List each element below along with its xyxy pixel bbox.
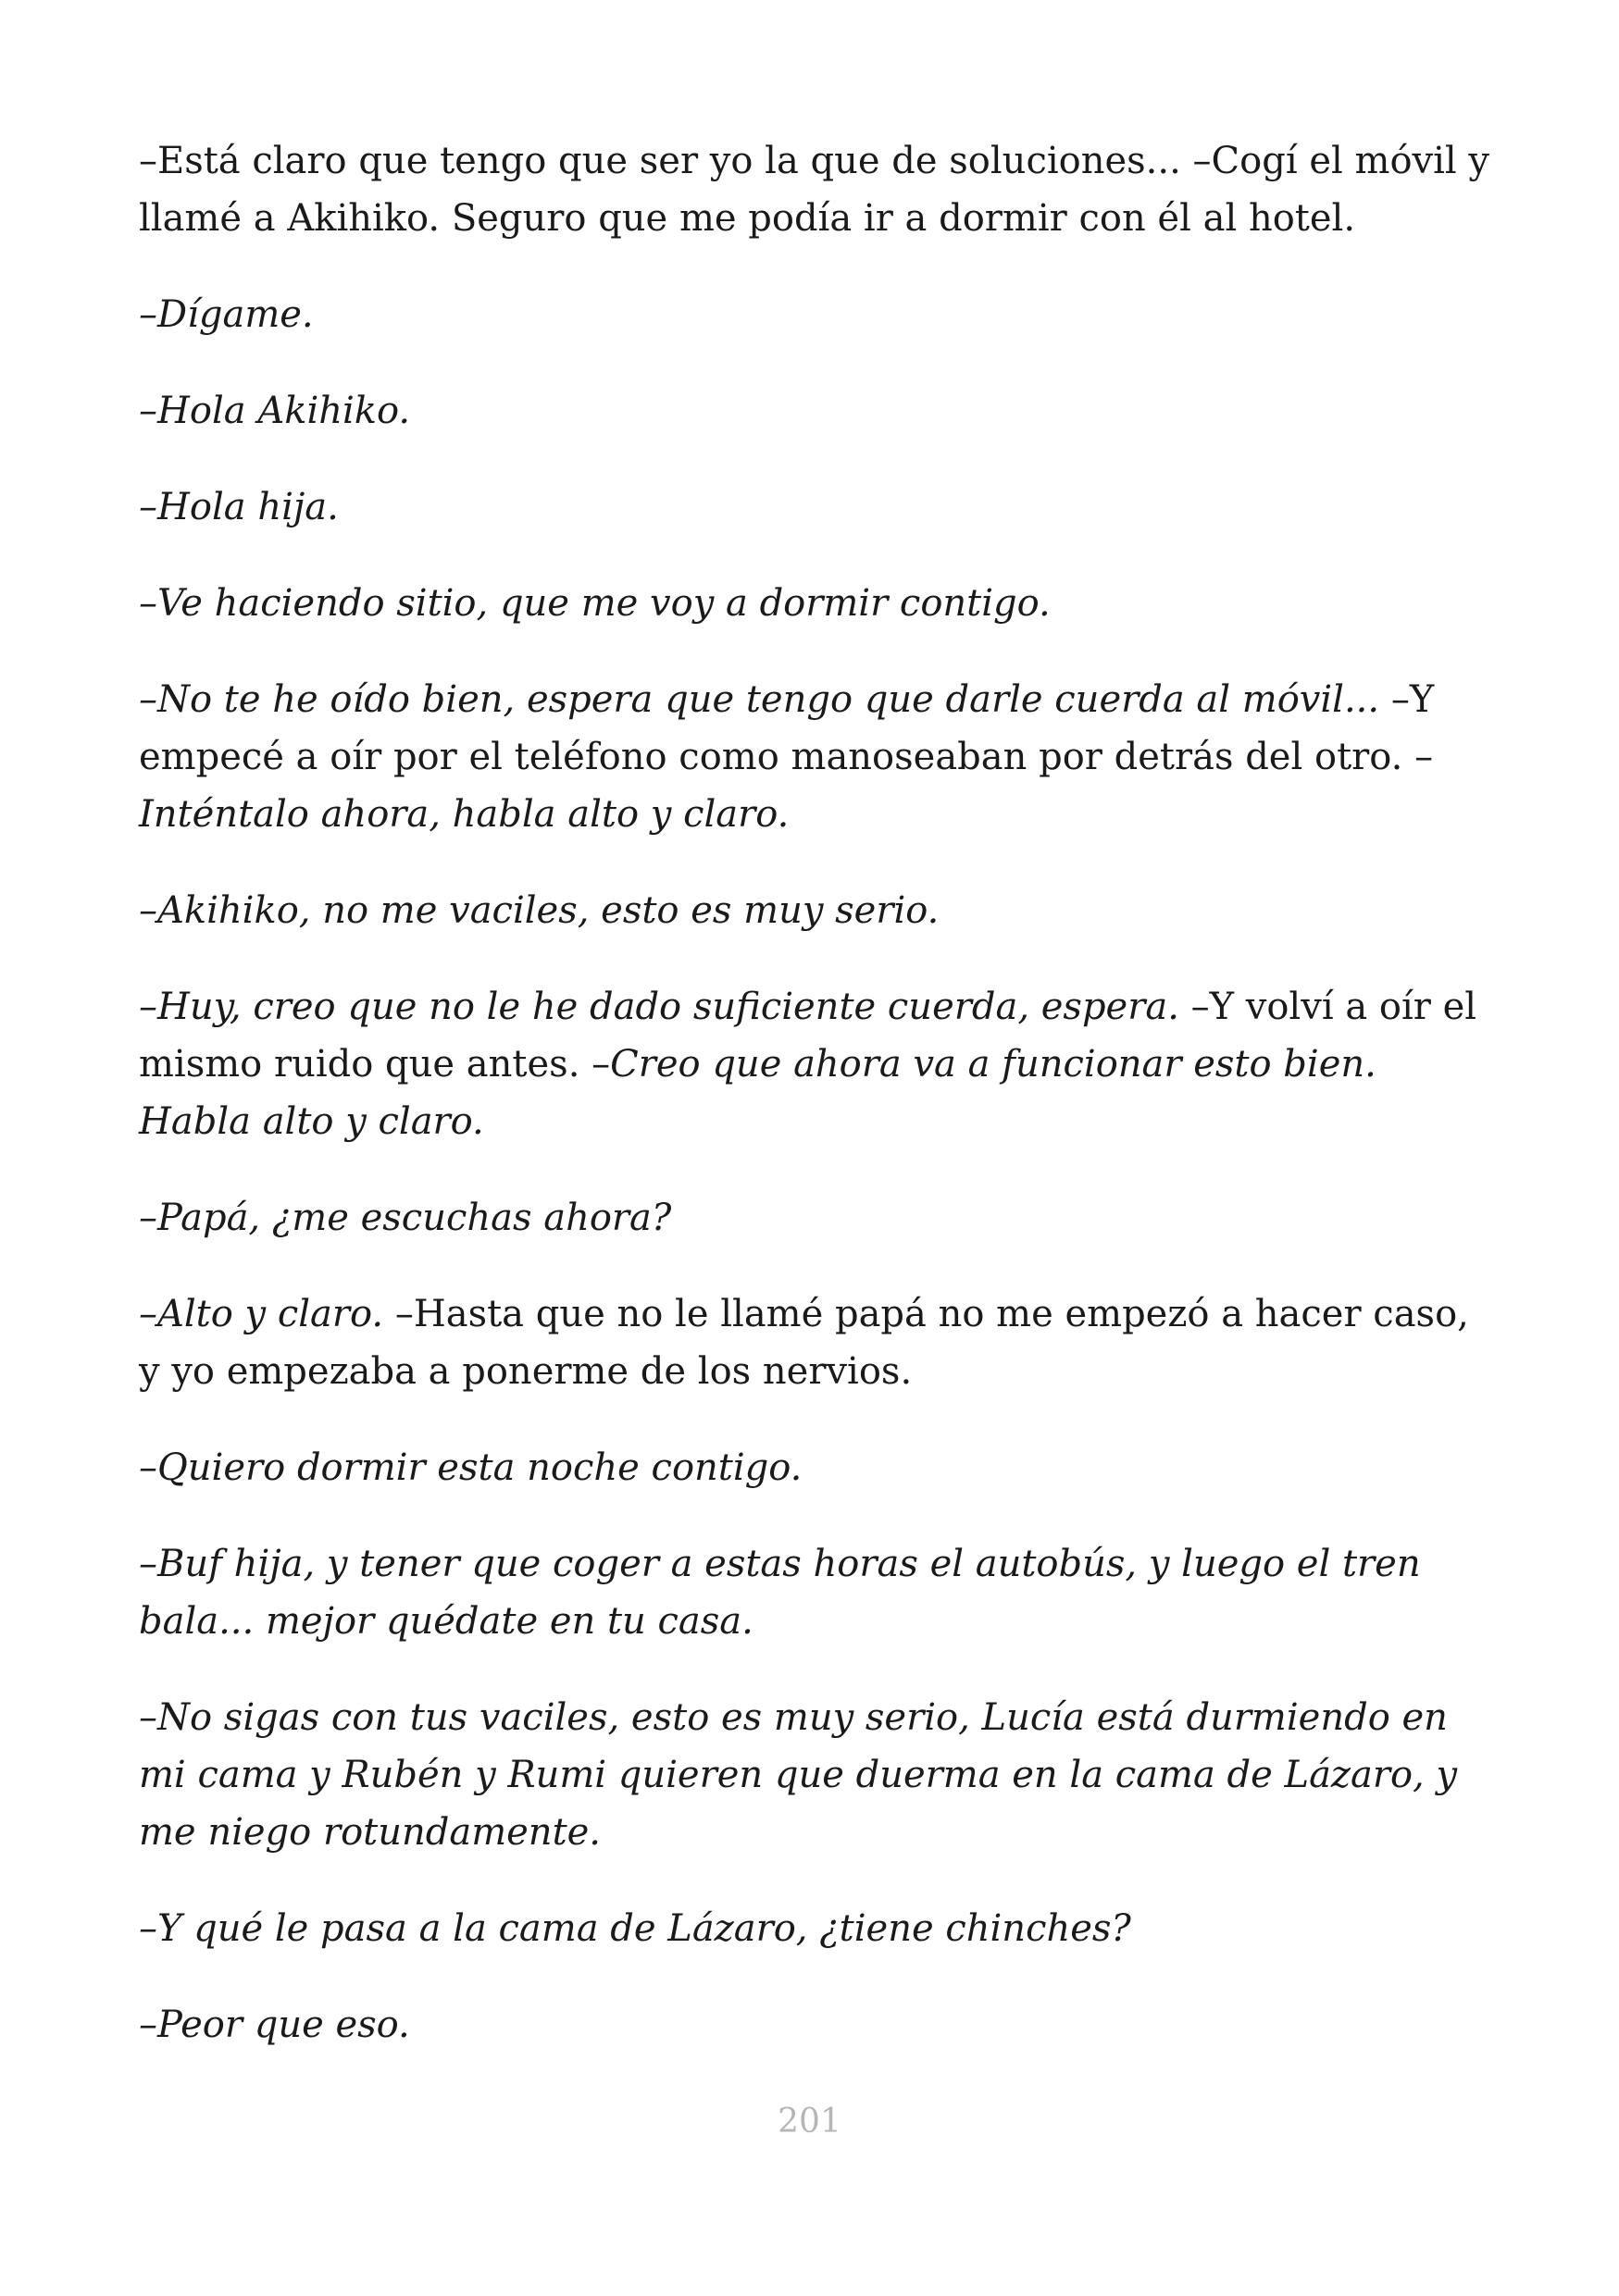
dialogue-text: –Y qué le pasa a la cama de Lázaro, ¿tiene chinches? [139, 1907, 1131, 1950]
page-number: 201 [778, 2103, 841, 2141]
narration-text: –Y volví a oír el mismo ruido que antes. – [139, 986, 1477, 1086]
dialogue-text: –No te he oído bien, espera que tengo que darle cuerda al móvil... [139, 678, 1391, 721]
paragraph [139, 1996, 1490, 2054]
narration-text: –Está claro que tengo que ser yo la que de soluciones... –Cogí el móvil y llamé a Akihiko. Seguro que me podía ir a dormir con él al hotel. [139, 140, 1490, 240]
paragraph [139, 382, 1490, 440]
dialogue-text: –Peor que eso. [139, 2004, 410, 2046]
narration-text: –Y empecé a oír por el teléfono como manoseaban por detrás del otro. – [139, 678, 1435, 778]
paragraph [139, 575, 1490, 632]
paragraph [139, 1285, 1490, 1400]
paragraph [139, 1439, 1490, 1496]
paragraph [139, 1900, 1490, 1957]
dialogue-text: –Ve haciendo sitio, que me voy a dormir contigo. [139, 582, 1051, 625]
paragraph [139, 478, 1490, 536]
paragraph [139, 671, 1490, 843]
dialogue-text: –Dígame. [139, 293, 314, 336]
dialogue-text: –Huy, creo que no le he dado suficiente cuerda, espera. [139, 986, 1191, 1028]
paragraph [139, 1689, 1490, 1861]
dialogue-text: Creo que ahora va a funcionar esto bien. Habla alto y claro. [139, 1043, 1376, 1143]
paragraph [139, 1535, 1490, 1650]
dialogue-text: Inténtalo ahora, habla alto y claro. [139, 793, 790, 836]
dialogue-text: –No sigas con tus vaciles, esto es muy serio, Lucía está durmiendo en mi cama y Rubén y Rumi quieren que duerma en la cama de Lázaro, y me niego rotundamente. [139, 1696, 1458, 1854]
dialogue-text: –Hola hija. [139, 486, 339, 528]
paragraph [139, 132, 1490, 247]
paragraph [139, 1189, 1490, 1247]
dialogue-text: –Hola Akihiko. [139, 390, 411, 432]
narration-text: –Hasta que no le llamé papá no me empezó a hacer caso, y yo empezaba a ponerme de los nervios. [139, 1293, 1469, 1393]
dialogue-text: –Papá, ¿me escuchas ahora? [139, 1197, 672, 1239]
dialogue-text: –Akihiko, no me vaciles, esto es muy serio. [139, 889, 940, 932]
paragraph [139, 978, 1490, 1150]
dialogue-text: –Alto y claro. [139, 1293, 395, 1335]
paragraph [139, 882, 1490, 939]
paragraph [139, 286, 1490, 343]
body-text [139, 132, 1490, 2092]
dialogue-text: –Buf hija, y tener que coger a estas horas el autobús, y luego el tren bala... mejor quédate en tu casa. [139, 1543, 1421, 1643]
dialogue-text: –Quiero dormir esta noche contigo. [139, 1446, 803, 1489]
